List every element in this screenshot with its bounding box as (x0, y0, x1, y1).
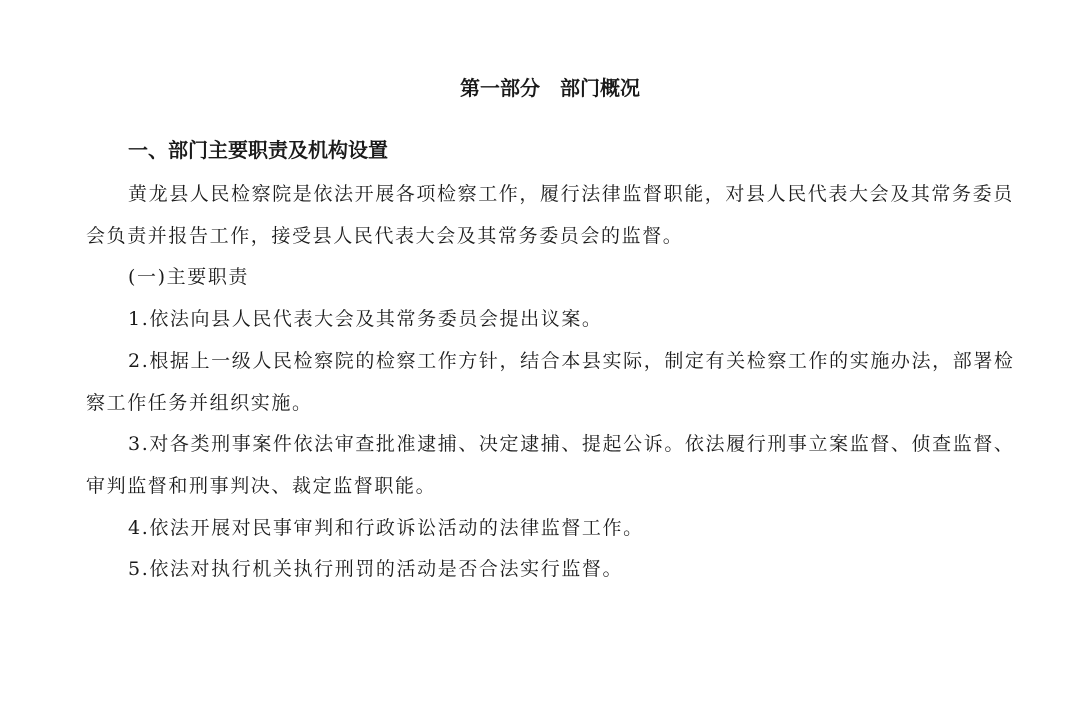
document-title: 第一部分 部门概况 (460, 76, 640, 100)
duty-item-5: 5.依法对执行机关执行刑罚的活动是否合法实行监督。 (128, 558, 624, 581)
document-body (86, 174, 1020, 591)
subheading-main-duties: (一)主要职责 (128, 266, 250, 289)
duty-item-1: 1.依法向县人民代表大会及其常务委员会提出议案。 (128, 308, 603, 331)
duty-item-3: 3.对各类刑事案件依法审查批准逮捕、决定逮捕、提起公诉。依法履行刑事立案监督、侦查监督、审判监督和刑事判决、裁定监督职能。 (86, 433, 1015, 497)
section-heading: 一、部门主要职责及机构设置 (128, 138, 388, 162)
duty-item-2: 2.根据上一级人民检察院的检察工作方针，结合本县实际，制定有关检察工作的实施办法，部署检察工作任务并组织实施。 (86, 349, 1015, 414)
paragraph-intro: 黄龙县人民检察院是依法开展各项检察工作，履行法律监督职能，对县人民代表大会及其常务委员会负责并报告工作，接受县人民代表大会及其常务委员会的监督。 (86, 183, 1014, 247)
duty-item-4: 4.依法开展对民事审判和行政诉讼活动的法律监督工作。 (128, 516, 644, 539)
